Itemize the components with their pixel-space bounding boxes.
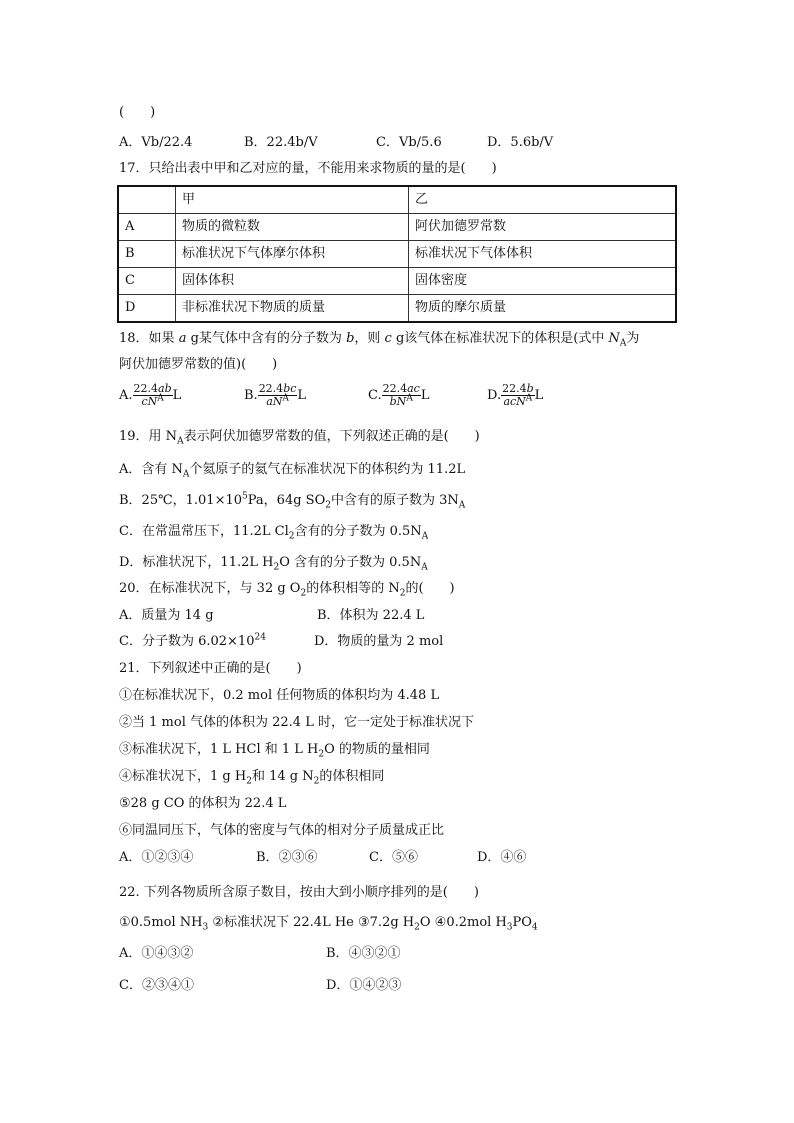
table-cell: 标准状况下气体体积 [409, 241, 677, 268]
q21-statement-1: ①在标准状况下，0.2 mol 任何物质的体积均为 4.48 L [119, 688, 440, 703]
q20-stem: 20．在标准状况下，与 32 g $O_2$的体积相等的 $N_2$的( ) [119, 581, 455, 599]
table-cell: 固体密度 [409, 268, 677, 295]
table-cell: 物质的微粒数 [176, 214, 409, 241]
q20-option-a[interactable]: A．质量为 14 g [119, 608, 214, 623]
q21-option-a[interactable]: A．①②③④ [119, 850, 194, 865]
q21-option-b[interactable]: B．②③⑥ [256, 850, 318, 865]
q18-option-c[interactable]: C. $\frac{22.4ac}{bN^A}$ L [368, 382, 430, 408]
q16-option-b[interactable]: B．22.4b/V [244, 135, 318, 150]
q22-stem: 22. 下列各物质所含原子数目，按由大到小顺序排列的是( ) [119, 885, 479, 900]
q22-items: ①0.5mol $NH_3$ ②标准状况下 22.4L He ③7.2g $H_2O$ ④0.2mol $H_3PO_4$ [119, 915, 538, 933]
table-cell: 物质的摩尔质量 [409, 295, 677, 323]
q19-stem: 19．用 $N_A$表示阿伏加德罗常数的值，下列叙述正确的是( ) [119, 429, 480, 447]
q19-option-a[interactable]: A．含有 $N_A$个氦原子的氦气在标准状况下的体积约为 11.2L [119, 462, 466, 480]
table-cell: C [118, 268, 176, 295]
table-cell: D [118, 295, 176, 323]
table-cell: 标准状况下气体摩尔体积 [176, 241, 409, 268]
q18-option-d[interactable]: D. $\frac{22.4b}{acN^A}$ L [487, 382, 544, 408]
table-header-cell [118, 186, 176, 214]
q22-option-c[interactable]: C．②③④① [119, 978, 194, 993]
table-cell: A [118, 214, 176, 241]
table-row [118, 214, 676, 241]
table-row [118, 241, 676, 268]
table-cell: 阿伏加德罗常数 [409, 214, 677, 241]
q16-option-a[interactable]: A．Vb/22.4 [119, 135, 193, 150]
q21-statement-6: ⑥同温同压下，气体的密度与气体的相对分子质量成正比 [119, 823, 445, 838]
q22-option-b[interactable]: B．④③②① [326, 946, 401, 961]
q19-option-c[interactable]: C．在常温常压下，11.2L $Cl_2$含有的分子数为 $0.5N_A$ [119, 524, 429, 542]
q16-option-c[interactable]: C．Vb/5.6 [376, 135, 442, 150]
q20-option-d[interactable]: D．物质的量为 2 mol [314, 634, 444, 649]
table-header-cell: 乙 [409, 186, 677, 214]
q18-stem: 18．如果 a g某气体中含有的分子数为 b，则 c g该气体在标准状况下的体积是(式中 $N_A$为 [119, 331, 640, 349]
table-header-cell: 甲 [176, 186, 409, 214]
table-cell: 非标准状况下物质的质量 [176, 295, 409, 323]
q22-option-a[interactable]: A．①④③② [119, 946, 194, 961]
q18-stem-line2: 阿伏加德罗常数的值)( ) [119, 357, 278, 372]
q22-option-d[interactable]: D．①④②③ [326, 978, 402, 993]
q18-option-b[interactable]: B. $\frac{22.4bc}{aN^A}$ L [244, 382, 307, 408]
q19-option-d[interactable]: D．标准状况下，11.2L $H_2O$ 含有的分子数为 $0.5N_A$ [119, 555, 428, 573]
q21-statement-4: ④标准状况下，1 g $H_2$和 14 g $N_2$的体积相同 [119, 769, 385, 787]
q17-table [117, 185, 677, 323]
q19-option-b[interactable]: B．25℃，$1.01\times 10^5Pa$，64g $SO_2$中含有的原子数为 $3N_A$ [119, 491, 466, 511]
q20-option-b[interactable]: B．体积为 22.4 L [317, 608, 425, 623]
table-row [118, 295, 676, 323]
q21-option-c[interactable]: C．⑤⑥ [369, 850, 418, 865]
table-cell: 固体体积 [176, 268, 409, 295]
q17-stem: 17．只给出表中甲和乙对应的量，不能用来求物质的量的是( ) [119, 161, 497, 176]
q21-option-d[interactable]: D．④⑥ [477, 850, 527, 865]
table-row [118, 268, 676, 295]
q21-stem: 21．下列叙述中正确的是( ) [119, 661, 302, 676]
q18-option-a[interactable]: A. $\frac{22.4ab}{cN^A}$ L [119, 382, 182, 408]
q21-statement-3: ③标准状况下，1 L HCl 和 1 L $H_2O$ 的物质的量相同 [119, 742, 430, 760]
q21-statement-2: ②当 1 mol 气体的体积为 22.4 L 时，它一定处于标准状况下 [119, 715, 474, 730]
q20-option-c[interactable]: C．分子数为 $6.02\times 10^{24}$ [119, 632, 266, 649]
q16-blank: ( ) [119, 105, 156, 120]
table-row [118, 186, 676, 214]
q16-option-d[interactable]: D．5.6b/V [487, 135, 554, 150]
table-cell: B [118, 241, 176, 268]
q21-statement-5: ⑤28 g CO 的体积为 22.4 L [119, 796, 287, 811]
